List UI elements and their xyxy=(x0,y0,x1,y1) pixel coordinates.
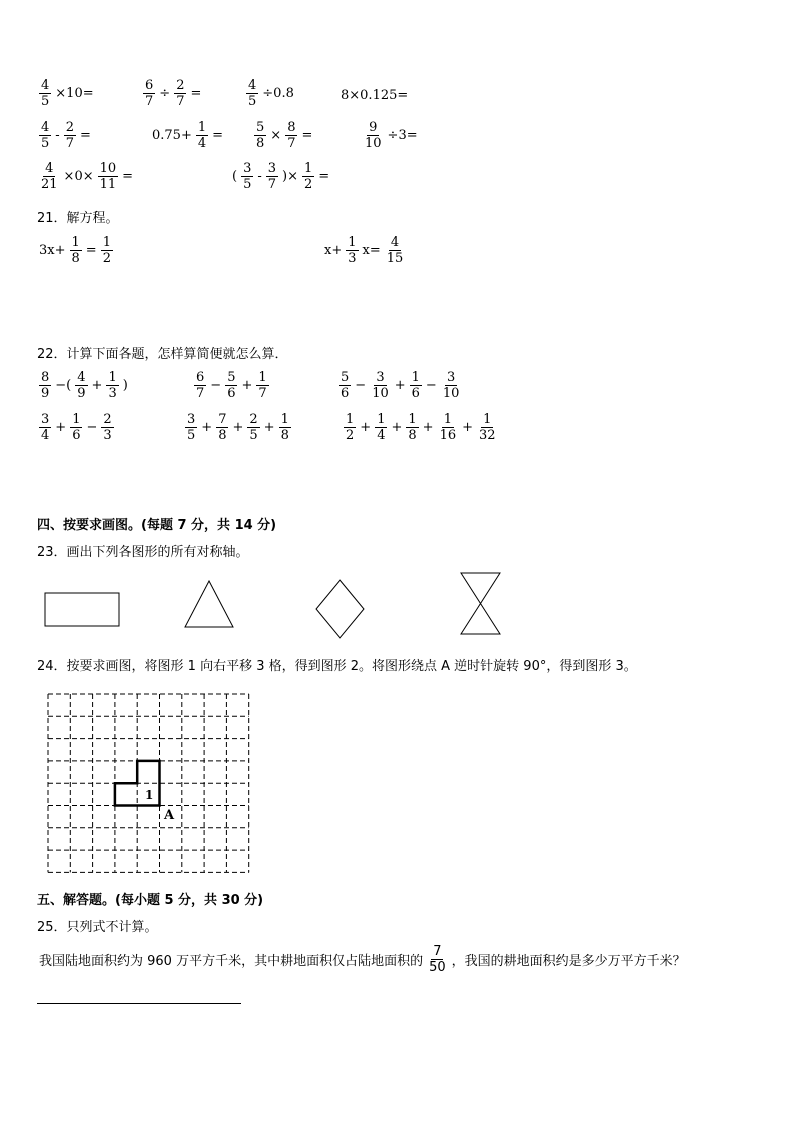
fraction: $\frac{1}{16}$ xyxy=(439,412,457,443)
fraction: $\frac{7}{8}$ xyxy=(218,412,227,443)
expr-text: − xyxy=(210,378,222,393)
expr-text: )× xyxy=(282,169,299,184)
expr-text: ÷0.8 xyxy=(262,86,294,101)
expr-text: ×0× xyxy=(63,169,94,184)
fraction: $\frac{1}{8}$ xyxy=(280,412,289,443)
expr-text: − xyxy=(86,420,98,435)
fraction: $\frac{8}{7}$ xyxy=(287,120,296,151)
fraction: $\frac{4}{15}$ xyxy=(386,235,404,266)
fraction: $\frac{1}{3}$ xyxy=(108,370,117,401)
point-a-label: A xyxy=(164,808,175,823)
fraction: $\frac{1}{6}$ xyxy=(411,370,420,401)
expr-text: 8×0.125= xyxy=(341,88,409,103)
fraction: $\frac{1}{2}$ xyxy=(102,235,111,266)
expr-text: + xyxy=(462,420,474,435)
q21-title: 21．解方程。 xyxy=(37,211,119,226)
fraction: $\frac{6}{7}$ xyxy=(145,78,154,109)
fraction: $\frac{3}{5}$ xyxy=(187,412,196,443)
expr-text: + xyxy=(394,378,406,393)
fraction: $\frac{5}{6}$ xyxy=(341,370,350,401)
expr-text: + xyxy=(263,420,275,435)
expr-text: 3x+ xyxy=(39,243,66,258)
fraction: $\frac{1}{4}$ xyxy=(377,412,386,443)
expr-text: ) xyxy=(122,378,128,393)
fraction: $\frac{1}{32}$ xyxy=(479,412,496,443)
expr-text: −( xyxy=(55,378,72,393)
fraction: $\frac{4}{5}$ xyxy=(41,78,50,109)
fraction: $\frac{6}{7}$ xyxy=(196,370,205,401)
fraction: $\frac{3}{10}$ xyxy=(442,370,460,401)
expr-text: x+ xyxy=(324,243,343,258)
section4-heading: 四、按要求画图。(每题 7 分，共 14 分) xyxy=(37,518,277,533)
expr-text: × xyxy=(270,128,282,143)
fraction: $\frac{4}{5}$ xyxy=(248,78,257,109)
expr-text: + xyxy=(232,420,244,435)
fraction: $\frac{9}{10}$ xyxy=(365,120,382,151)
fraction: $\frac{1}{3}$ xyxy=(348,235,357,266)
q24-title: 24．按要求画图，将图形 1 向右平移 3 格，得到图形 2。将图形绕点 A 逆时针旋转 90°，得到图形 3。 xyxy=(37,659,637,674)
section5-heading: 五、解答题。(每小题 5 分，共 30 分) xyxy=(37,893,264,908)
fraction: $\frac{2}{7}$ xyxy=(65,120,74,151)
expr-text: = xyxy=(301,128,313,143)
fraction: $\frac{1}{2}$ xyxy=(304,161,313,192)
fraction: $\frac{1}{8}$ xyxy=(71,235,80,266)
expr-text: = xyxy=(85,243,97,258)
fraction: $\frac{3}{4}$ xyxy=(41,412,50,443)
fraction: $\frac{1}{6}$ xyxy=(72,412,81,443)
expr-text: x= xyxy=(362,243,381,258)
expr-text: = xyxy=(318,169,330,184)
answer-line xyxy=(37,1003,241,1004)
expr-text: 0.75+ xyxy=(152,128,192,143)
q25-title: 25．只列式不计算。 xyxy=(37,920,158,935)
q22-title: 22．计算下面各题，怎样算简便就怎么算． xyxy=(37,347,288,362)
expr-text: − xyxy=(355,378,367,393)
fraction: $\frac{5}{6}$ xyxy=(227,370,236,401)
expr-text: − xyxy=(425,378,437,393)
expr-text: = xyxy=(122,169,134,184)
expr-text: ÷3= xyxy=(387,128,418,143)
expr-text: 我国陆地面积约为 960 万平方千米，其中耕地面积仅占陆地面积的 xyxy=(39,954,424,969)
fraction: $\frac{2}{3}$ xyxy=(103,412,112,443)
fraction: $\frac{4}{9}$ xyxy=(77,370,86,401)
fraction: $\frac{1}{7}$ xyxy=(258,370,267,401)
q23-title: 23．画出下列各图形的所有对称轴。 xyxy=(37,545,249,560)
fraction: $\frac{7}{50}$ xyxy=(429,944,446,975)
expr-text: ÷ xyxy=(159,86,171,101)
fraction: $\frac{4}{21}$ xyxy=(41,161,58,192)
q25-text xyxy=(37,944,688,975)
expr-text: - xyxy=(257,169,262,184)
fraction: $\frac{1}{4}$ xyxy=(197,120,207,151)
expr-text: = xyxy=(212,128,224,143)
expr-text: = xyxy=(79,128,91,143)
expr-text: - xyxy=(55,128,60,143)
expr-text: ，我国的耕地面积约是多少万平方千米？ xyxy=(451,954,686,969)
expr-text: + xyxy=(241,378,253,393)
fraction: $\frac{1}{8}$ xyxy=(408,412,417,443)
fraction: $\frac{2}{5}$ xyxy=(249,412,258,443)
fraction: $\frac{3}{10}$ xyxy=(372,370,389,401)
expr-text: + xyxy=(55,420,67,435)
figure-1-label: 1 xyxy=(145,788,154,802)
fraction: $\frac{8}{9}$ xyxy=(41,370,50,401)
expr-text: ( xyxy=(232,169,238,184)
expr-text: + xyxy=(360,420,372,435)
fraction: $\frac{4}{5}$ xyxy=(41,120,50,151)
fraction: $\frac{1}{2}$ xyxy=(346,412,355,443)
fraction: $\frac{3}{5}$ xyxy=(243,161,252,192)
fraction: $\frac{3}{7}$ xyxy=(267,161,277,192)
fraction: $\frac{2}{7}$ xyxy=(176,78,185,109)
fraction: $\frac{10}{11}$ xyxy=(99,161,117,192)
expr-text: + xyxy=(91,378,103,393)
fraction: $\frac{5}{8}$ xyxy=(256,120,265,151)
expr-text: = xyxy=(190,86,202,101)
expr-text: + xyxy=(422,420,434,435)
expr-text: ×10= xyxy=(55,86,94,101)
expr-text: + xyxy=(201,420,213,435)
expr-text: + xyxy=(391,420,403,435)
